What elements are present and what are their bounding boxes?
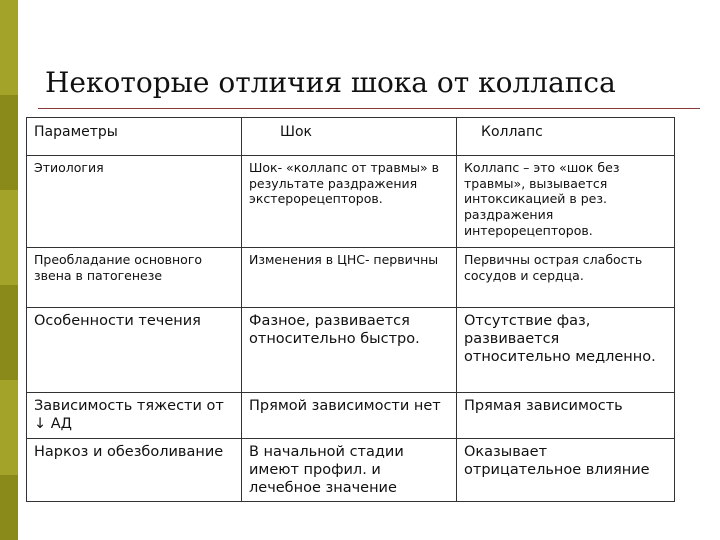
table-row [27, 248, 675, 308]
comparison-table [26, 117, 675, 502]
left-decorative-bar [0, 0, 18, 540]
row-parameter: Преобладание основного звена в патогенезе [27, 248, 242, 308]
row-shock-value: Шок- «коллапс от травмы» в результате раздражения экстерорецепторов. [242, 156, 457, 248]
row-shock-value: В начальной стадии имеют профил. и лечебное значение [242, 439, 457, 502]
row-parameter: Зависимость тяжести от ↓ АД [27, 393, 242, 439]
slide-title: Некоторые отличия шока от коллапса [45, 66, 616, 99]
table-row [27, 308, 675, 393]
table-row [27, 156, 675, 248]
table-row [27, 393, 675, 439]
row-collapse-value: Коллапс – это «шок без травмы», вызывается интоксикацией в рез. раздражения интерорецепторов. [457, 156, 675, 248]
header-shock: Шок [242, 118, 457, 156]
row-collapse-value: Отсутствие фаз, развивается относительно медленно. [457, 308, 675, 393]
row-collapse-value: Прямая зависимость [457, 393, 675, 439]
row-collapse-value: Оказывает отрицательное влияние [457, 439, 675, 502]
row-shock-value: Изменения в ЦНС- первичны [242, 248, 457, 308]
row-shock-value: Фазное, развивается относительно быстро. [242, 308, 457, 393]
row-shock-value: Прямой зависимости нет [242, 393, 457, 439]
table-row [27, 439, 675, 502]
header-collapse: Коллапс [457, 118, 675, 156]
row-parameter: Этиология [27, 156, 242, 248]
row-collapse-value: Первичны острая слабость сосудов и сердца. [457, 248, 675, 308]
row-parameter: Особенности течения [27, 308, 242, 393]
header-parameters: Параметры [27, 118, 242, 156]
title-underline [38, 108, 700, 109]
table-header-row [27, 118, 675, 156]
row-parameter: Наркоз и обезболивание [27, 439, 242, 502]
